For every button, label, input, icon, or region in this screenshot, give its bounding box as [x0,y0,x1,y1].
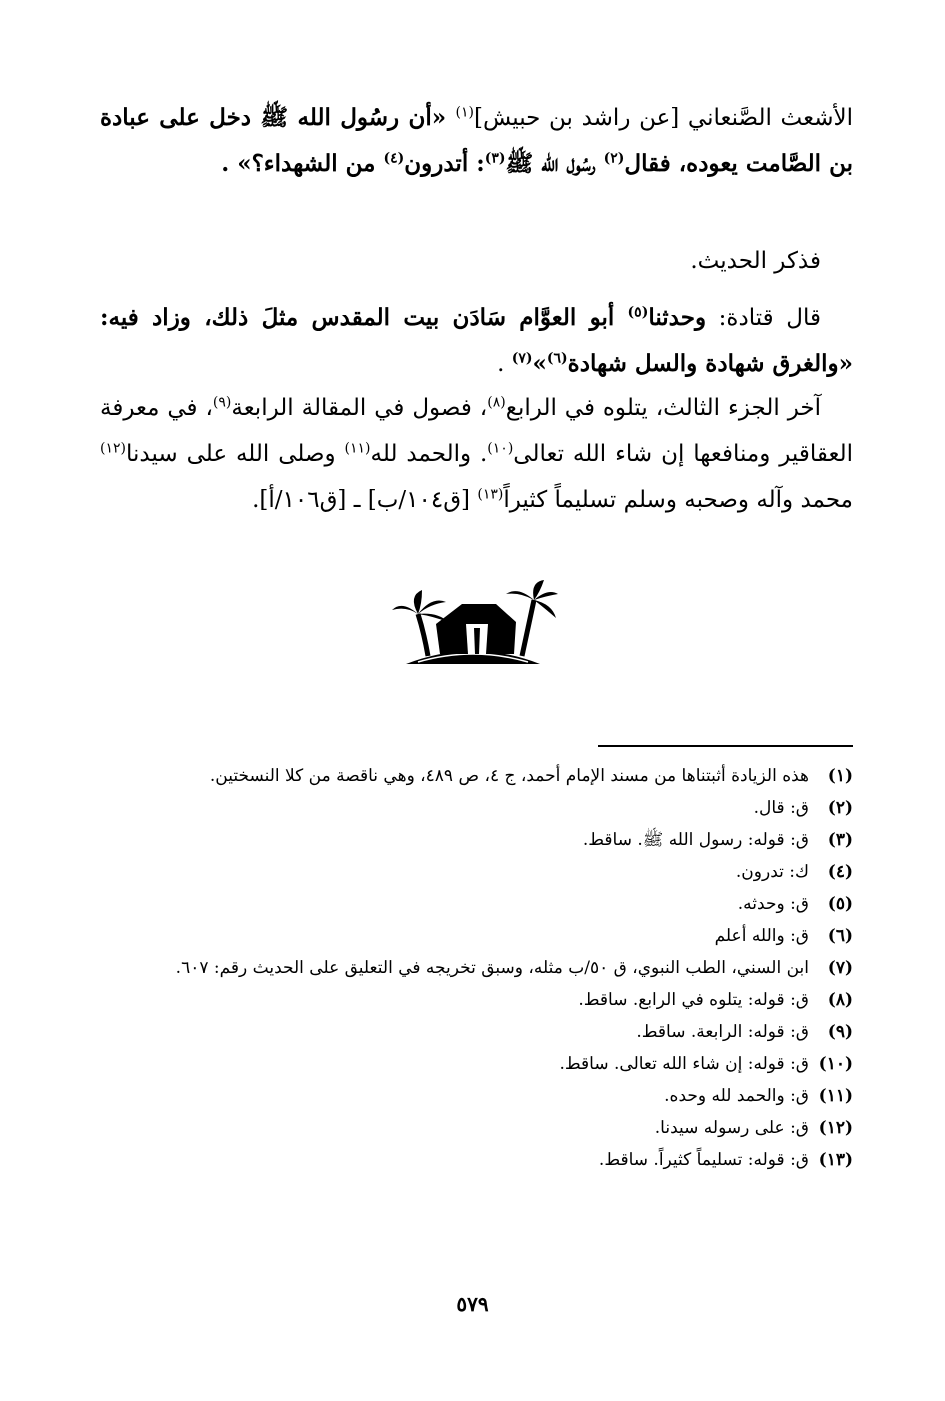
footnote-ref[interactable]: (١٠) [487,440,514,457]
text-run-bold: من الشهداء؟» . [221,150,384,177]
footnote-item [100,888,853,920]
paragraph-qatada [100,295,853,387]
footnote-ref[interactable]: (١١) [344,440,371,457]
text-run: . والحمد لله [370,441,488,467]
footnote-number: (٩) [827,1022,853,1042]
footnote-item [100,856,853,888]
footnote-text: ق: على رسوله سيدنا. [654,1118,809,1138]
text-run-bold: وحدثنا [648,304,707,331]
footnotes-list [100,760,853,1176]
footnote-text: ق: قوله: تسليماً كثيراً. ساقط. [598,1150,809,1170]
footnote-item [100,824,853,856]
text-run: فذكر الحديث. [690,248,821,274]
footnote-number: (٢) [827,798,853,818]
footnote-ref[interactable]: (٤) [383,150,405,167]
text-run-bold: » [532,350,547,377]
text-run: الأشعث الصَّنعاني [عن راشد بن حبيش] [473,105,853,131]
text-run-bold: رسُول الله ﷺ [505,150,604,177]
text-run: . [497,351,512,377]
footnote-item [100,952,853,984]
footnote-text: ق: قوله: يتلوه في الرابع. ساقط. [578,990,809,1010]
footnote-ref[interactable]: (٧) [511,350,533,367]
footnote-ref[interactable]: (٥) [627,304,649,321]
footnote-ref[interactable]: (٦) [546,350,568,367]
footnote-item [100,1080,853,1112]
footnote-number: (٤) [827,862,853,882]
footnote-number: (١٣) [818,1150,853,1170]
footnote-number: (٣) [827,830,853,850]
paragraph-hadith-1 [100,95,853,187]
paragraph-colophon [100,385,853,523]
footnote-ref[interactable]: (١٢) [100,440,126,457]
text-run-bold: «أن رسُول الله ﷺ دخل على عبادة بن الصَّامت يعوده، فقال [100,104,853,177]
footnote-item [100,984,853,1016]
footnote-ref[interactable]: (١٣) [477,486,504,503]
footnote-text: ق: والحمد لله وحده. [664,1086,809,1106]
footnote-text: ق: والله أعلم [714,926,809,946]
footnote-text: ق: قال. [753,798,809,818]
footnote-text: ابن السني، الطب النبوي، ق ٥٠/ب مثله، وسبق تخريجه في التعليق على الحديث رقم: ٦٠٧. [175,958,809,978]
footnote-number: (٥) [827,894,853,914]
text-run: ، فصول في المقالة الرابعة [231,395,488,421]
footnote-number: (٦) [827,926,853,946]
footnote-text: ق: قوله: الرابعة. ساقط. [636,1022,809,1042]
footnote-number: (١٠) [818,1054,853,1074]
footnote-number: (١٢) [818,1118,853,1138]
footnote-item [100,1016,853,1048]
text-run: وصلى الله على سيدنا [125,441,345,467]
footnote-number: (١١) [818,1086,853,1106]
text-run: محمد وآله وصحبه وسلم تسليماً كثيراً [503,487,853,513]
text-run: قال قتادة: [706,305,821,331]
text-run: [ق١٠٤/ب] ـ [ق١٠٦/أ]. [252,487,478,513]
footnote-ref[interactable]: (٩) [212,394,232,411]
footnote-ref[interactable]: (١) [455,104,474,121]
footnote-text: ق: قوله: إن شاء الله تعالى. ساقط. [559,1054,809,1074]
footnote-number: (١) [827,766,853,786]
footnote-separator [598,745,853,747]
footnote-item [100,792,853,824]
text-run: ، في معرفة العقاقير ومنافعها إن شاء الله تعالى [100,395,853,467]
footnote-item [100,760,853,792]
text-run-bold: أبو العوَّام سَادَن بيت المقدس مثلَ ذلك، وزاد فيه: «والغرق شهادة والسل شهادة [100,304,853,377]
footnote-item [100,1048,853,1080]
footnote-ref[interactable]: (٨) [487,394,506,411]
footnote-ref[interactable]: (٢) [603,150,625,167]
footnote-number: (٨) [827,990,853,1010]
text-run-bold: : أتدرون [404,150,485,177]
footnote-item [100,920,853,952]
palm-island-tent-icon [388,578,558,676]
paragraph-dhikr [100,238,853,284]
footnote-text: هذه الزيادة أثبتناها من مسند الإمام أحمد، ج ٤، ص ٤٨٩، وهي ناقصة من كلا النسختين. [209,766,809,786]
page-number: ٥٧٩ [456,1292,489,1316]
footnote-ref[interactable]: (٣) [484,150,506,167]
footnote-item [100,1144,853,1176]
footnote-text: ك: تدرون. [735,862,809,882]
text-run: آخر الجزء الثالث، يتلوه في الرابع [505,395,821,421]
footnote-text: ق: قوله: رسول الله ﷺ. ساقط. [582,830,809,850]
footnote-item [100,1112,853,1144]
footnote-text: ق: وحدثه. [737,894,809,914]
footnote-number: (٧) [827,958,853,978]
